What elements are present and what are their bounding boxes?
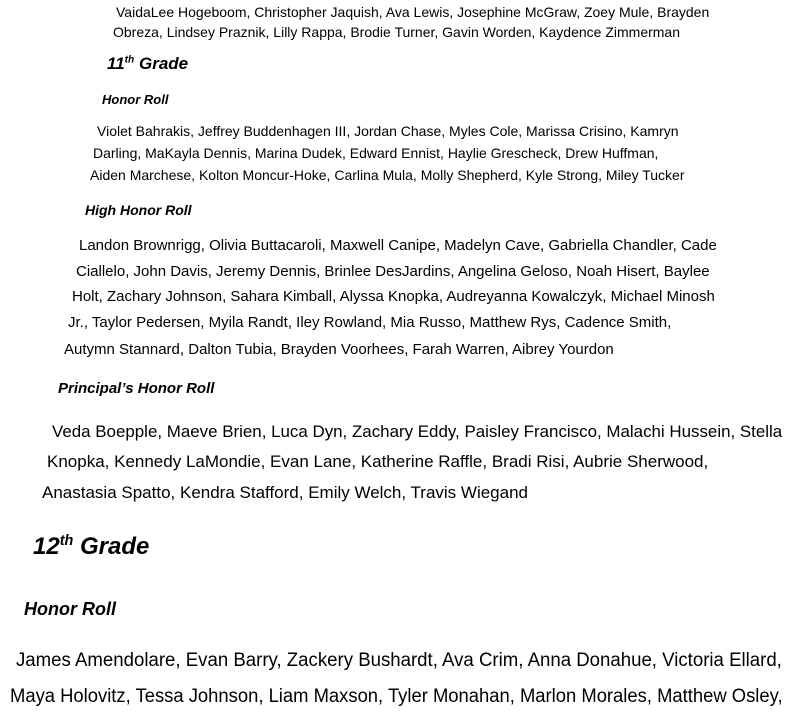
grade-11-high-honor-roll-heading: High Honor Roll: [85, 202, 192, 218]
grade-12-honor-roll-line-2: Maya Holovitz, Tessa Johnson, Liam Maxson, Tyler Monahan, Marlon Morales, Matthew Osley,: [10, 686, 783, 707]
grade-11-honor-roll-line-1: Violet Bahrakis, Jeffrey Buddenhagen III, Jordan Chase, Myles Cole, Marissa Crisino, Kamryn: [97, 123, 679, 139]
grade-11-high-honor-roll-line-2: Ciallelo, John Davis, Jeremy Dennis, Brinlee DesJardins, Angelina Geloso, Noah Hisert, Baylee: [76, 263, 710, 280]
grade-11-principals-honor-roll-line-3: Anastasia Spatto, Kendra Stafford, Emily Welch, Travis Wiegand: [42, 483, 528, 502]
grade-11-honor-roll-heading: Honor Roll: [102, 92, 169, 107]
top-names-line-2: Obreza, Lindsey Praznik, Lilly Rappa, Brodie Turner, Gavin Worden, Kaydence Zimmerman: [113, 24, 680, 40]
grade-12-suffix: th: [59, 533, 74, 549]
grade-11-honor-roll-line-3: Aiden Marchese, Kolton Moncur-Hoke, Carlina Mula, Molly Shepherd, Kyle Strong, Miley Tucker: [90, 167, 685, 183]
grade-11-principals-honor-roll-heading: Principal’s Honor Roll: [58, 380, 215, 397]
top-names-line-1: VaidaLee Hogeboom, Christopher Jaquish, Ava Lewis, Josephine McGraw, Zoey Mule, Brayden: [116, 4, 710, 20]
grade-12-honor-roll-heading: Honor Roll: [24, 599, 116, 619]
grade-11-principals-honor-roll-line-1: Veda Boepple, Maeve Brien, Luca Dyn, Zachary Eddy, Paisley Francisco, Malachi Hussein, Stella: [52, 422, 783, 441]
grade-12-word: Grade: [73, 533, 150, 560]
grade-11-word: Grade: [134, 54, 189, 73]
grade-12-honor-roll-line-1: James Amendolare, Evan Barry, Zackery Bushardt, Ava Crim, Anna Donahue, Victoria Ellard,: [16, 650, 782, 671]
grade-11-suffix: th: [124, 54, 135, 66]
grade-11-high-honor-roll-line-1: Landon Brownrigg, Olivia Buttacaroli, Maxwell Canipe, Madelyn Cave, Gabriella Chandler, Cade: [79, 237, 717, 254]
grade-11-high-honor-roll-line-3: Holt, Zachary Johnson, Sahara Kimball, Alyssa Knopka, Audreyanna Kowalczyk, Michael Minosh: [72, 288, 715, 305]
grade-11-honor-roll-line-2: Darling, MaKayla Dennis, Marina Dudek, Edward Ennist, Haylie Grescheck, Drew Huffman,: [93, 145, 659, 161]
grade-11-principals-honor-roll-line-2: Knopka, Kennedy LaMondie, Evan Lane, Katherine Raffle, Bradi Risi, Aubrie Sherwood,: [47, 452, 709, 471]
grade-11-heading: [107, 55, 188, 72]
grade-11-high-honor-roll-line-5: Autymn Stannard, Dalton Tubia, Brayden Voorhees, Farah Warren, Aibrey Yourdon: [64, 341, 614, 358]
grade-11-high-honor-roll-line-4: Jr., Taylor Pedersen, Myila Randt, Iley Rowland, Mia Russo, Matthew Rys, Cadence Smith,: [68, 314, 672, 331]
grade-11-number: 11: [107, 54, 125, 73]
grade-12-heading: [33, 534, 149, 559]
grade-12-number: 12: [33, 533, 60, 560]
